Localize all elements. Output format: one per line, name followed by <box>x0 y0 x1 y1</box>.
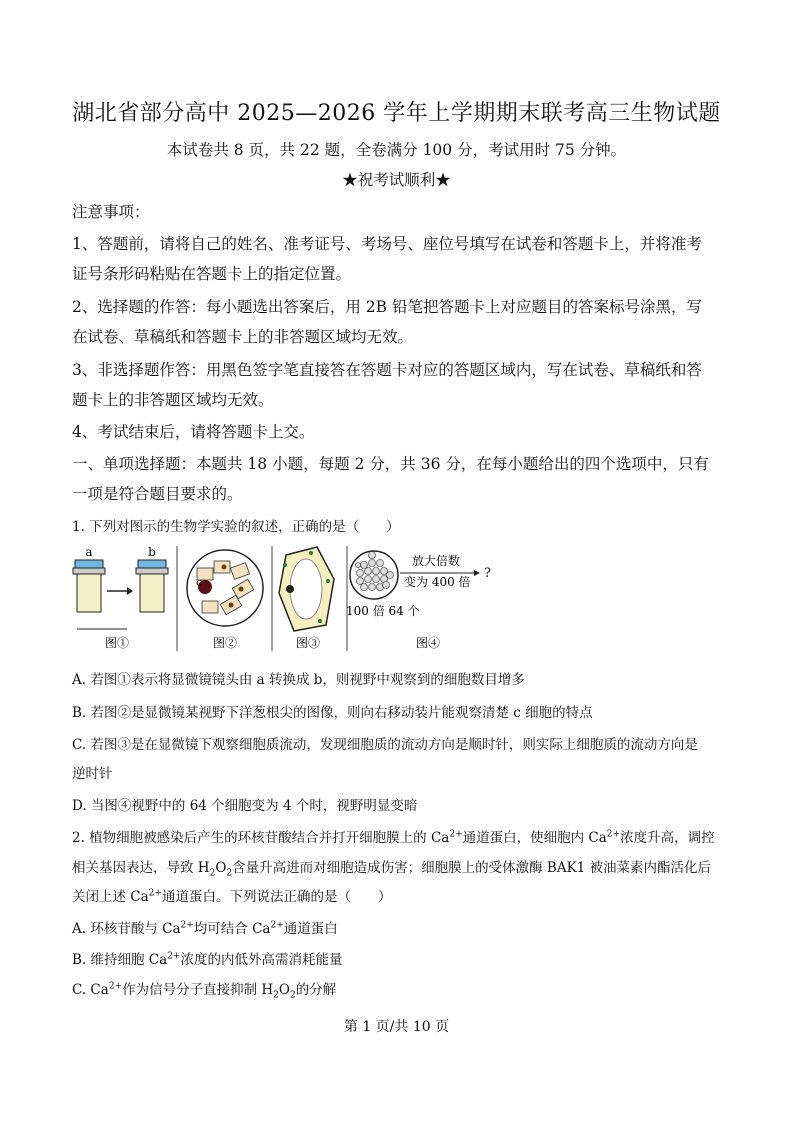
question-2-stem-line3: 关闭上述 $Ca^{2+}$通道蛋白。下列说法正确的是（ ） <box>72 888 392 905</box>
note-1-line2: 证号条形码粘贴在答题卡上的指定位置。 <box>72 265 352 283</box>
fig2-label: 图② <box>212 636 238 650</box>
q2-option-b: B. 维持细胞 $Ca^{2+}$浓度的内低外高需消耗能量 <box>72 951 343 968</box>
notes-heading: 注意事项： <box>72 203 150 221</box>
page-footer: 第 1 页/共 10 页 <box>343 1019 450 1035</box>
q2-option-a: A. 环核苷酸与 $Ca^{2+}$均可结合 $Ca^{2+}$通道蛋白 <box>72 920 338 937</box>
note-2-line2: 在试卷、草稿纸和答题卡上的非答题区域均无效。 <box>72 328 414 346</box>
fig4-label: 图④ <box>415 636 441 650</box>
cell-field-view <box>350 551 398 599</box>
arrowhead-icon <box>127 587 133 595</box>
question-2-stem-line2: 相关基因表达，导致 $H_2O_2$含量升高进而对细胞造成伤害；细胞膜上的受体激酶 BAK1 被油菜素内酯活化后 <box>72 860 712 879</box>
q2-option-c: C. $Ca^{2+}$作为信号分子直接抑制 $H_2O_2$的分解 <box>72 981 337 1001</box>
q1-option-b: B. 若图②是显微镜某视野下洋葱根尖的图像，则向右移动装片能观察清楚 c 细胞的特点 <box>72 705 593 721</box>
question-mark: ? <box>484 566 491 581</box>
note-4: 4、考试结束后，请将答题卡上交。 <box>72 423 315 441</box>
label-c: c <box>196 576 203 589</box>
objective-lens-b <box>136 560 168 612</box>
good-luck-line: ★祝考试顺利★ <box>342 171 451 189</box>
plant-cell <box>279 547 334 631</box>
question-1-figure <box>72 543 502 653</box>
fig1-label: 图① <box>104 636 130 650</box>
arrowhead-icon <box>474 570 480 576</box>
question-2-stem-line1: 2. 植物细胞被感染后产生的环核苷酸结合并打开细胞膜上的 $Ca^{2+}$通道蛋白，使细胞内 $Ca^{2+}$浓度升高，调控 <box>72 829 715 846</box>
note-3-line2: 题卡上的非答题区域均无效。 <box>72 391 274 409</box>
objective-lens-a <box>73 560 105 612</box>
section-1-heading: 一、单项选择题：本题共 18 小题，每题 2 分，共 36 分，在每小题给出的四个选项中，只有 <box>72 455 709 473</box>
cell-count-label: 100 倍 64 个 <box>346 604 420 618</box>
note-2-line1: 2、选择题的作答：每小题选出答案后，用 2B 铅笔把答题卡上对应题目的答案标号涂黑，写 <box>72 298 702 316</box>
fig3-label: 图③ <box>295 636 321 650</box>
magnification-label: 放大倍数 <box>412 554 461 568</box>
note-3-line1: 3、非选择题作答：用黑色签字笔直接答在答题卡对应的答题区域内，写在试卷、草稿纸和答 <box>72 361 702 379</box>
q1-option-a: A. 若图①表示将显微镜镜头由 a 转换成 b，则视野中观察到的细胞数目增多 <box>72 672 525 688</box>
label-b: b <box>148 545 156 559</box>
label-a: a <box>85 545 93 559</box>
q1-option-c: C. 若图③是在显微镜下观察细胞质流动，发现细胞质的流动方向是顺时针，则实际上细胞质的流动方向是 <box>72 737 698 753</box>
q1-option-d: D. 当图④视野中的 64 个细胞变为 4 个时，视野明显变暗 <box>72 798 418 814</box>
exam-info: 本试卷共 8 页，共 22 题，全卷满分 100 分，考试用时 75 分钟。 <box>166 141 627 159</box>
section-1-heading-cont: 一项是符合题目要求的。 <box>72 485 243 503</box>
magnification-target: 变为 400 倍 <box>404 575 471 589</box>
page-title: 湖北省部分高中 2025—2026 学年上学期期末联考高三生物试题 <box>72 101 721 126</box>
q1-option-c-cont: 逆时针 <box>72 766 113 782</box>
note-1-line1: 1、答题前，请将自己的姓名、准考证号、考场号、座位号填写在试卷和答题卡上，并将准考 <box>72 235 702 253</box>
question-1-stem: 1. 下列对图示的生物学实验的叙述，正确的是（ ） <box>72 519 400 535</box>
